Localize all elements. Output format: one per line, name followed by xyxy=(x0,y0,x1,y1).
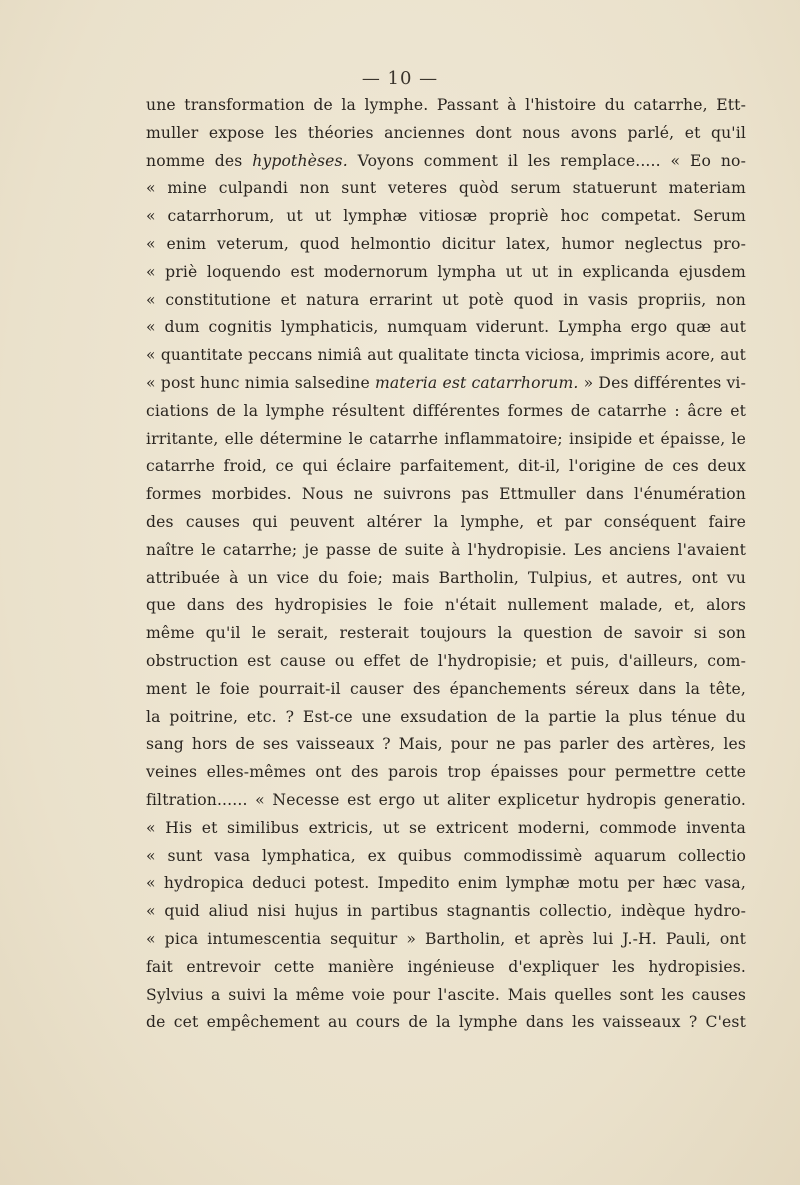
text-line xyxy=(146,592,746,620)
text-span: « dum cognitis lymphaticis, numquam viderunt. Lympha ergo quæ aut xyxy=(146,318,746,337)
body-text xyxy=(146,92,746,1037)
text-span: nomme des xyxy=(146,151,253,170)
text-span: « post hunc nimia salsedine xyxy=(146,373,375,392)
text-span: même qu'il le serait, resterait toujours la question de savoir si son xyxy=(146,624,746,643)
text-line xyxy=(146,370,746,398)
text-line xyxy=(146,787,746,815)
text-line xyxy=(146,92,746,120)
text-span: irritante, elle détermine le catarrhe inflammatoire; insipide et épaisse, le xyxy=(146,429,746,448)
text-span: « hydropica deduci potest. Impedito enim lymphæ motu per hæc vasa, xyxy=(146,874,746,893)
text-span: une transformation de la lymphe. Passant à l'histoire du catarrhe, Ett- xyxy=(146,96,746,114)
text-line xyxy=(146,565,746,593)
text-line xyxy=(146,926,746,954)
text-line xyxy=(146,815,746,843)
text-span: Voyons comment il les remplace..... « Eo no- xyxy=(347,151,746,170)
italic-text: hypothèses. xyxy=(252,151,348,170)
text-span: Sylvius a suivi la même voie pour l'ascite. Mais quelles sont les causes xyxy=(146,985,746,1004)
text-line xyxy=(146,870,746,898)
text-span: « pica intumescentia sequitur » Bartholin, et après lui J.-H. Pauli, ont xyxy=(146,929,746,948)
text-span: des causes qui peuvent altérer la lymphe, et par conséquent faire xyxy=(146,512,746,531)
text-span: » Des différentes vi- xyxy=(578,373,746,392)
text-line xyxy=(146,203,746,231)
text-span: « sunt vasa lymphatica, ex quibus commodissimè aquarum collectio xyxy=(146,846,746,865)
text-line xyxy=(146,843,746,871)
text-span: veines elles-mêmes ont des parois trop épaisses pour permettre cette xyxy=(146,763,746,782)
text-line xyxy=(146,537,746,565)
text-line xyxy=(146,759,746,787)
text-line xyxy=(146,231,746,259)
text-line xyxy=(146,982,746,1010)
text-span: muller expose les théories anciennes dont nous avons parlé, et qu'il xyxy=(146,123,746,142)
text-line xyxy=(146,648,746,676)
text-line xyxy=(146,314,746,342)
text-span: « catarrhorum, ut ut lymphæ vitiosæ propriè hoc competat. Serum xyxy=(146,207,746,226)
text-span: sang hors de ses vaisseaux ? Mais, pour ne pas parler des artères, les xyxy=(146,735,746,754)
text-line xyxy=(146,342,746,370)
text-span: « priè loquendo est modernorum lympha ut ut in explicanda ejusdem xyxy=(146,262,746,281)
text-line xyxy=(146,259,746,287)
text-line xyxy=(146,704,746,732)
text-span: « His et similibus extricis, ut se extricent moderni, commode inventa xyxy=(146,818,746,837)
italic-text: materia est catarrhorum. xyxy=(374,373,579,392)
text-span: la poitrine, etc. ? Est-ce une exsudation de la partie la plus ténue du xyxy=(146,707,746,726)
text-span: formes morbides. Nous ne suivrons pas Ettmuller dans l'énumération xyxy=(146,485,746,504)
text-line xyxy=(146,175,746,203)
text-line xyxy=(146,898,746,926)
text-span: filtration...... « Necesse est ergo ut aliter explicetur hydropis generatio. xyxy=(146,790,746,809)
text-span: catarrhe froid, ce qui éclaire parfaitement, dit-il, l'origine de ces deux xyxy=(146,457,746,476)
text-line xyxy=(146,426,746,454)
text-line xyxy=(146,481,746,509)
text-span: attribuée à un vice du foie; mais Bartholin, Tulpius, et autres, ont vu xyxy=(146,568,746,587)
page-number: — 10 — xyxy=(361,68,439,89)
text-span: de cet empêchement au cours de la lymphe dans les vaisseaux ? C'est xyxy=(146,1013,746,1032)
text-line xyxy=(146,453,746,481)
text-span: « quid aliud nisi hujus in partibus stagnantis collectio, indèque hydro- xyxy=(146,902,746,921)
text-line xyxy=(146,287,746,315)
text-line xyxy=(146,1009,746,1037)
text-line xyxy=(146,398,746,426)
text-span: que dans des hydropisies le foie n'était nullement malade, et, alors xyxy=(146,596,746,615)
text-span: obstruction est cause ou effet de l'hydropisie; et puis, d'ailleurs, com- xyxy=(146,651,746,670)
text-line xyxy=(146,954,746,982)
text-line xyxy=(146,620,746,648)
text-line xyxy=(146,509,746,537)
text-span: « constitutione et natura errarint ut potè quod in vasis propriis, non xyxy=(146,290,746,309)
text-line xyxy=(146,148,746,176)
text-line xyxy=(146,120,746,148)
text-span: « quantitate peccans nimiâ aut qualitate tincta viciosa, imprimis acore, aut xyxy=(146,346,746,365)
text-span: fait entrevoir cette manière ingénieuse d'expliquer les hydropisies. xyxy=(146,957,746,976)
text-line xyxy=(146,676,746,704)
text-line xyxy=(146,731,746,759)
text-span: « mine culpandi non sunt veteres quòd serum statuerunt materiam xyxy=(146,179,746,198)
text-span: ment le foie pourrait-il causer des épanchements séreux dans la tête, xyxy=(146,679,746,698)
text-span: naître le catarrhe; je passe de suite à l'hydropisie. Les anciens l'avaient xyxy=(146,540,746,559)
text-span: « enim veterum, quod helmontio dicitur latex, humor neglectus pro- xyxy=(146,234,746,253)
text-span: ciations de la lymphe résultent différentes formes de catarrhe : âcre et xyxy=(146,401,746,420)
